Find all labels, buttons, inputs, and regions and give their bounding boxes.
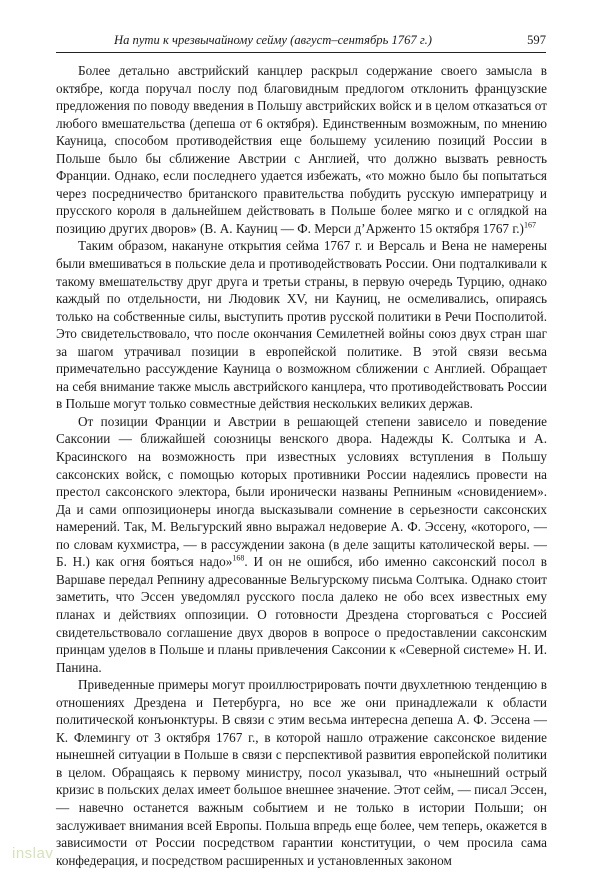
page-number: 597 xyxy=(527,33,546,47)
running-header xyxy=(56,33,546,55)
watermark: inslav xyxy=(12,845,54,862)
paragraph-2 xyxy=(56,237,547,412)
footnote-ref-167[interactable]: 167 xyxy=(523,220,536,230)
paragraph-4-text: Приведенные примеры могут проиллюстрировать почти двухлетнюю тенденцию в отношениях Дрездена и Петербурга, но все же они принадлежали к области политической конъюнктуры. В связи с этим весьма интересна депеша А. Ф. Эссена — К. Флемингу от 3 октября 1767 г., в которой нашло отражение саксонское видение нынешней ситуации в Польше в связи с перспективой развития европейской политики в целом. Обращаясь к первому министру, посол указывал, что «нынешний острый кризис в польских делах имеет большое внешнее значение. Этот сейм, — писал Эссен, — навечно останется важным событием и не только в истории Польши; он заслуживает внимания всей Европы. Польша впредь еще более, чем теперь, окажется в зависимости от России посредством гарантии конституции, о чем просила сама конфедерация, и посредством расширенных и установленных законом xyxy=(56,677,547,868)
paragraph-2-text: Таким образом, накануне открытия сейма 1767 г. и Версаль и Вена не намерены были вмешиваться в польские дела и противодействовать России. Они подталкивали к такому вмешательству друг друга и третьи страны, в первую очередь Турцию, однако каждый по отдельности, ни Людовик XV, ни Кауниц, не осмеливались, опираясь только на собственные силы, выступить против русской политики в Речи Посполитой. Это свидетельствовало, что после окончания Семилетней войны союз двух стран шаг за шагом утрачивал позиции в европейской политике. В этой связи весьма примечательно рассуждение Кауница о возможном сближении с Англией. Обращает на себя внимание также мысль австрийского канцлера, что противодействовать России в Польше могут только совместные действия нескольких великих держав. xyxy=(56,238,547,412)
paragraph-4 xyxy=(56,676,547,869)
paragraph-3-text-after: . И он не ошибся, ибо именно саксонский посол в Варшаве передал Репнину адресованные Вельгурскому письма Солтыка. Однако стоит заметить, что Эссен уведомлял русского посла далеко не обо всех известных ему планах и действиях оппозиции. О готовности Дрездена сторговаться с Россией свидетельствовало соглашение двух дворов в вопросе о предоставлении саксонским принцам уделов в Польше и планы привлечения Саксонии к «Северной системе» Н. И. Панина. xyxy=(56,554,547,675)
running-header-title: На пути к чрезвычайному сейму (август–сентябрь 1767 г.) xyxy=(114,33,432,47)
paragraph-1 xyxy=(56,62,547,237)
paragraph-3-text: От позиции Франции и Австрии в решающей степени зависело и поведение Саксонии — ближайшей союзницы венского двора. Надежды К. Солтыка и А. Красинского на возможность при известных условиях вступления в Польшу саксонских войск, с помощью которых противники России надеялись провести на престол саксонского электора, были иронически названы Репниным «сновидением». Да и сами оппозиционеры иногда высказывали сомнение в серьезности саксонских намерений. Так, М. Вельгурский явно выражал недоверие А. Ф. Эссену, «которого, — по словам кухмистра, — в рассуждении закона (в деле защиты католической веры. — Б. Н.) как огня бояться надо» xyxy=(56,413,547,570)
footnote-ref-168[interactable]: 168 xyxy=(232,553,245,563)
header-rule xyxy=(56,52,546,53)
body-text xyxy=(56,62,547,869)
paragraph-1-text: Более детально австрийский канцлер раскрыл содержание своего замысла в октябре, когда поручал послу под благовидным предлогом отклонить французские предложения по поводу введения в Польшу австрийских войск и в целом отказаться от любого вмешательства (депеша от 6 октября). Единственным возможным, по мнению Кауница, способом противодействия еще большему усилению позиций России в Польше было бы сближение Австрии с Англией, что должно вызвать ревность Франции. Однако, если последнего удается избежать, «то можно было бы попытаться через посредничество британского правительства побудить русскую императрицу и прусского короля в дальнейшем действовать в Польше более мягко и с оглядкой на позицию других дворов» (В. А. Кауниц — Ф. Мерси д’Aрженто 15 октября 1767 г.) xyxy=(56,63,547,236)
paragraph-3 xyxy=(56,413,547,676)
